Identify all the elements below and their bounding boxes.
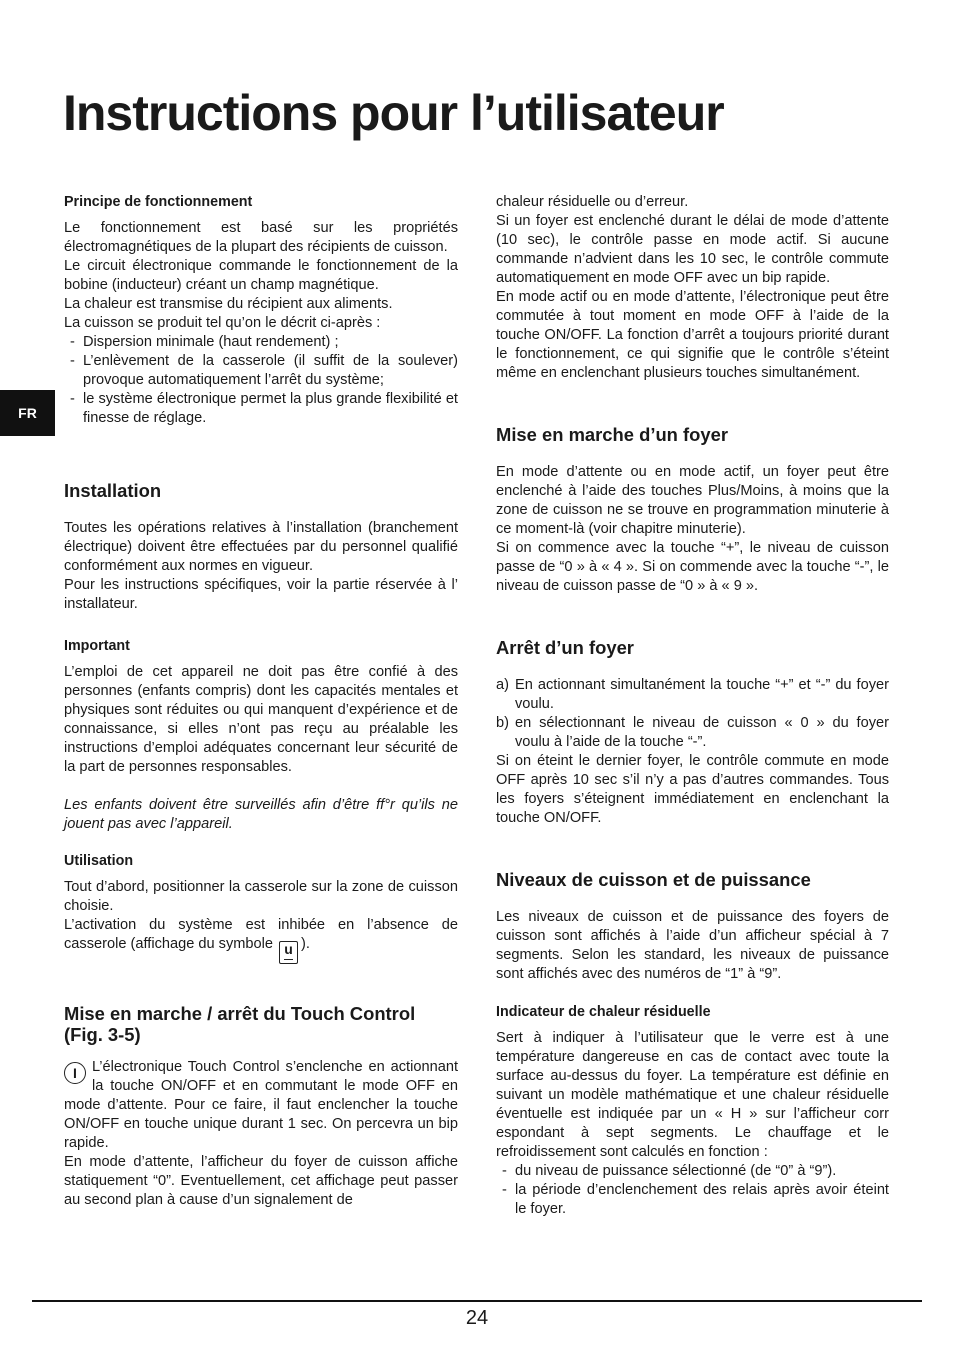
principe-list [64,333,458,428]
left-column [64,193,458,1210]
heading-important: Important [64,638,130,654]
page-number: 24 [465,1307,489,1329]
list-marker: a) [496,677,509,693]
footer-rule [32,1300,922,1302]
paragraph [64,916,458,964]
paragraph-italic: Les enfants doivent être surveillés afin d’être ff°r qu’ils ne jouent pas avec l’appareil. [64,797,458,832]
paragraph: La chaleur est transmise du récipient aux aliments. [64,296,393,312]
heading-touch-control: Mise en marche / arrêt du Touch Control (Fig. 3-5) [64,1003,416,1045]
heading-arret: Arrêt d’un foyer [496,637,634,658]
paragraph: chaleur résiduelle ou d’erreur. [496,194,689,210]
list-text: en sélectionnant le niveau de cuisson « 0 » du foyer voulu à l’aide de la touche “-”. [515,715,889,750]
list-text: En actionnant simultanément la touche “+” et “-” du foyer voulu. [515,677,889,712]
paragraph: En mode d’attente, l’afficheur du foyer de cuisson affiche statiquement “0”. Eventuellement, cet affichage peut passer au second plan à cause d’un signalement de [64,1154,458,1208]
pan-symbol-icon: u [279,941,298,964]
paragraph-text: ). [301,936,310,952]
paragraph: Toutes les opérations relatives à l’installation (branchement électrique) doivent être effectuées par du personnel qualifié conformément aux normes en vigueur. [64,520,458,574]
paragraph: Pour les instructions spécifiques, voir la partie réservée à l’ installateur. [64,577,458,612]
list-item: - Dispersion minimale (haut rendement) ; [64,333,458,352]
paragraph: Si on éteint le dernier foyer, le contrôle commute en mode OFF après 10 sec s’il n’y a pas d’autres commandes. Tous les foyers s’éteignent immédiatement en enclenchant la touche ON/OFF. [496,753,889,826]
list-item [496,676,889,714]
paragraph-text: L’électronique Touch Control s’enclenche en actionnant la touche ON/OFF et en commutant le mode OFF en mode d’attente. Pour ce faire, il faut enclencher la touche ON/OFF en touche unique durant 1 sec. On percevra un bip rapide. [64,1059,458,1151]
info-icon: I [64,1062,86,1084]
paragraph: Le circuit électronique commande le fonctionnement de la bobine (inducteur) créant un champ magnétique. [64,258,458,293]
list-item: - la période d’enclenchement des relais après avoir éteint le foyer. [496,1181,889,1219]
paragraph: En mode d’attente ou en mode actif, un foyer peut être enclenché à l’aide des touches Plus/Moins, à moins que la zone de cuisson ne se trouve en programmation minuterie à ce moment-là (voir chapitre minuterie). [496,464,889,537]
right-column [496,193,889,1219]
paragraph: Les niveaux de cuisson et de puissance des foyers de cuisson sont affichés à l’aide d’un afficheur spécial à 7 segments. Selon les standard, les niveaux de puissance sont affichés avec des numéros de “1” à “9”. [496,909,889,982]
heading-principe: Principe de fonctionnement [64,194,253,210]
list-item: - le système électronique permet la plus grande flexibilité et finesse de réglage. [64,390,458,428]
paragraph: Tout d’abord, positionner la casserole sur la zone de cuisson choisie. [64,879,458,914]
list-item [496,714,889,752]
paragraph: Le fonctionnement est basé sur les propriétés électromagnétiques de la plupart des récipients de cuisson. [64,220,458,255]
heading-mise-en-marche: Mise en marche d’un foyer [496,424,728,445]
list-item: - du niveau de puissance sélectionné (de “0” à “9”). [496,1162,889,1181]
page-title: Instructions pour l’utilisateur [63,85,724,141]
paragraph: Si on commence avec la touche “+”, le niveau de cuisson passe de “0 » à « 4 ». Si on commende avec la touche “-”, le niveau de cuisson passe de “0 » à « 9 ». [496,540,889,594]
indicateur-list [496,1162,889,1219]
paragraph [64,1058,458,1153]
heading-installation: Installation [64,480,162,501]
heading-niveaux: Niveaux de cuisson et de puissance [496,869,811,890]
language-tab: FR [0,390,55,436]
heading-utilisation: Utilisation [64,853,134,869]
paragraph: En mode actif ou en mode d’attente, l’électronique peut être commutée à tout moment en mode OFF à l’aide de la touche ON/OFF. La fonction d’arrêt a toujours priorité durant le fonctionnement, ce qui signifie que le contrôle s’éteint même en enclenchant plusieurs touches simultanément. [496,289,889,381]
paragraph: La cuisson se produit tel qu’on le décrit ci-après : [64,315,381,331]
paragraph: L’emploi de cet appareil ne doit pas être confié à des personnes (enfants compris) dont les capacités mentales et physiques sont réduites ou qui manquent d’expérience et de connaissance, si elles n’ont pas reçu au préalable les instructions d’emploi adéquates concernant leur sécurité de la part de personnes responsables. [64,664,458,775]
paragraph-text: L’activation du système est inhibée en l’absence de casserole (affichage du symbole [64,917,458,952]
list-item: - L’enlèvement de la casserole (il suffit de la soulever) provoque automatiquement l’arrêt du système; [64,352,458,390]
arret-list [496,676,889,752]
heading-indicateur: Indicateur de chaleur résiduelle [496,1004,711,1020]
paragraph: Sert à indiquer à l’utilisateur que le verre est à une température dangereuse en cas de contact avec toute la surface au-dessus du foyer. La température est définie en suivant un modèle mathématique et une chaleur résiduelle éventuelle est indiquée par un « H » sur l’afficheur corr espondant à sept segments. Le chauffage et le refroidissement sont calculés en fonction : [496,1030,889,1160]
list-marker: b) [496,715,509,731]
paragraph: Si un foyer est enclenché durant le délai de mode d’attente (10 sec), le contrôle passe en mode actif. Si aucune commande n’advient dans les 10 sec, le contrôle commute automatiquement en mode OFF avec un bip rapide. [496,213,889,286]
